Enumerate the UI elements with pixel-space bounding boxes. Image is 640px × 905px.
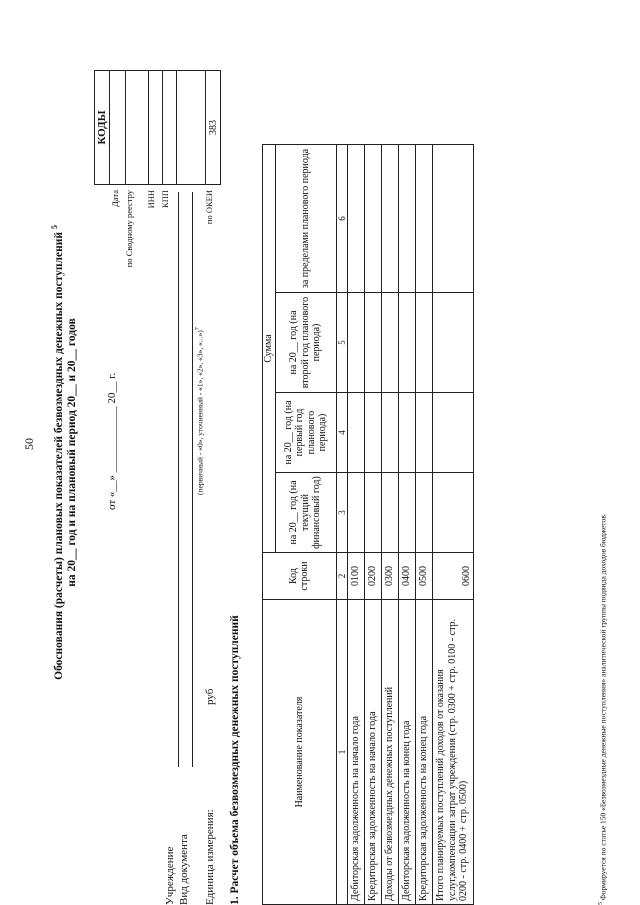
header-current-year: на 20__ год (на текущий финансовый год)	[275, 473, 336, 553]
header-beyond-plan: за пределами планового периода	[275, 144, 336, 292]
row-name: Дебиторская задолженность на конец года	[398, 600, 415, 905]
table-row	[415, 144, 432, 904]
cell	[347, 144, 364, 292]
cell	[415, 473, 432, 553]
doc-type-hint-mark: 7	[195, 327, 201, 331]
footnote-mark: 5	[598, 902, 604, 905]
document-title	[50, 100, 65, 805]
cell	[398, 393, 415, 473]
cell	[381, 293, 398, 393]
column-number: 4	[336, 393, 347, 473]
section-title: 1. Расчет объема безвозмездных денежных поступлений	[229, 615, 241, 905]
row-code: 0300	[381, 553, 398, 600]
cell	[364, 393, 381, 473]
cell	[415, 293, 432, 393]
cell	[398, 473, 415, 553]
code-label-registry: по Сводному реестру	[124, 190, 134, 268]
cell	[364, 293, 381, 393]
row-code: 0200	[364, 553, 381, 600]
date-from: от «__» ____________ 20__ г.	[106, 372, 118, 510]
cell	[432, 144, 473, 292]
doc-type-label: Вид документа	[178, 834, 190, 905]
cell	[347, 393, 364, 473]
row-name: Дебиторская задолженность на начало года	[347, 600, 364, 905]
calculation-table	[262, 144, 474, 905]
document-subtitle: на 20__ год и на плановый период 20__ и 20__ годов	[66, 318, 78, 587]
code-value-registry	[126, 71, 149, 185]
unit-value: руб	[204, 688, 216, 705]
column-number: 1	[336, 600, 347, 905]
table-row	[347, 144, 364, 904]
header-second-plan-year: на 20__ год (на второй год планового периода)	[275, 293, 336, 393]
column-number: 2	[336, 553, 347, 600]
row-name: Кредиторская задолженность на конец года	[415, 600, 432, 905]
cell	[381, 393, 398, 473]
column-number: 6	[336, 144, 347, 292]
table-row-total	[432, 144, 473, 904]
doc-type-line	[192, 192, 193, 767]
unit-label: Единица измерения:	[204, 809, 216, 905]
code-label-okei: по ОКЕИ	[204, 190, 214, 225]
page-number: 50	[22, 438, 36, 450]
header-name: Наименование показателя	[263, 600, 337, 905]
table-row	[398, 144, 415, 904]
column-numbers-row	[336, 144, 347, 904]
column-number: 5	[336, 293, 347, 393]
doc-type-hint	[195, 327, 205, 495]
code-value-doc-type	[177, 71, 206, 185]
code-label-kpp: КПП	[160, 190, 170, 208]
row-name: Кредиторская задолженность на начало года	[364, 600, 381, 905]
table-row	[381, 144, 398, 904]
code-label-date: Дата	[110, 190, 120, 207]
code-value-date	[110, 71, 126, 185]
cell	[364, 473, 381, 553]
cell	[398, 144, 415, 292]
code-value-kpp	[163, 71, 177, 185]
cell	[347, 293, 364, 393]
doc-type-hint-text: (первичный - «0», уточненный - «1», «2», «3», «...»)	[195, 330, 205, 495]
cell	[398, 293, 415, 393]
institution-line	[178, 192, 179, 767]
cell	[347, 473, 364, 553]
cell	[432, 293, 473, 393]
header-code: Код строки	[263, 553, 337, 600]
footnote	[598, 513, 608, 905]
title-footnote-mark: 5	[50, 225, 59, 230]
column-number: 3	[336, 473, 347, 553]
row-code: 0100	[347, 553, 364, 600]
codes-box	[94, 70, 221, 185]
code-value-okei: 383	[206, 71, 221, 185]
row-name-total: Итого планируемых поступлений доходов от оказания услуг,компенсации затрат учреждения (стр. 0300 + стр. 0100 - стр. 0200 - стр. 0400 + стр. 0500)	[432, 600, 473, 905]
row-code-total: 0600	[432, 553, 473, 600]
code-value-inn	[149, 71, 163, 185]
row-code: 0400	[398, 553, 415, 600]
row-name: Доходы от безвозмездных денежных поступлений	[381, 600, 398, 905]
institution-label: Учреждение	[164, 846, 176, 905]
document-title-text: Обоснования (расчеты) плановых показателей безвозмездных денежных поступлений	[52, 232, 65, 680]
cell	[432, 473, 473, 553]
cell	[432, 393, 473, 473]
codes-header: КОДЫ	[95, 71, 110, 185]
cell	[381, 473, 398, 553]
header-first-plan-year: на 20__ год (на первый год планового периода)	[275, 393, 336, 473]
cell	[381, 144, 398, 292]
row-code: 0500	[415, 553, 432, 600]
cell	[415, 144, 432, 292]
cell	[364, 144, 381, 292]
code-label-inn: ИНН	[146, 190, 156, 209]
cell	[415, 393, 432, 473]
table-row	[364, 144, 381, 904]
header-sum: Сумма	[263, 144, 276, 552]
footnote-text: Формируется по статье 150 «Безвозмездные денежные поступления» аналитической группы подвида доходов бюджетов.	[598, 513, 608, 901]
